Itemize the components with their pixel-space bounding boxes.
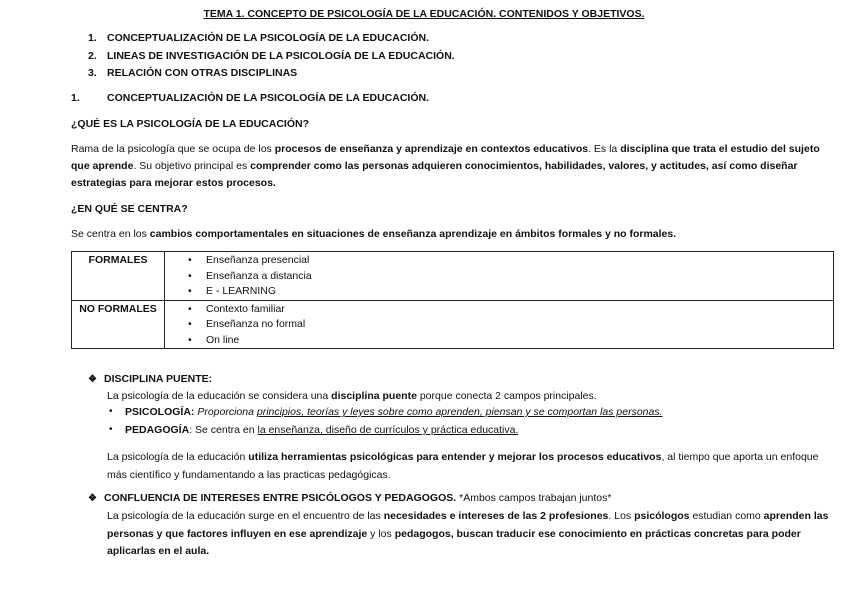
diamond-bullet-icon: ❖ [88,493,97,504]
table-row [72,252,834,301]
contexts-table [71,251,834,349]
diamond-bullet-icon: ❖ [88,374,97,385]
toc-item: 2. LINEAS DE INVESTIGACIÓN DE LA PSICOLOGÍA DE LA EDUCACIÓN. [88,49,455,62]
puente-heading: ❖ DISCIPLINA PUENTE: [88,373,213,385]
psicologia-item: PSICOLOGÍA: Proporciona principios, teorías y leyes sobre como aprenden, piensan y se comportan las personas. [125,406,663,418]
row-label: FORMALES [72,252,165,301]
question-heading: ¿QUÉ ES LA PSICOLOGÍA DE LA EDUCACIÓN? [71,118,310,130]
puente-intro: La psicología de la educación se considera una disciplina puente porque conecta 2 campos principales. [107,390,597,402]
table-of-contents [88,32,455,85]
list-item: • Enseñanza presencial [165,253,833,269]
bullet-dot-icon: • [109,406,113,417]
question-heading: ¿EN QUÉ SE CENTRA? [71,203,188,215]
row-label: NO FORMALES [72,300,165,349]
row-items [165,300,834,349]
toc-item: 1. CONCEPTUALIZACIÓN DE LA PSICOLOGÍA DE LA EDUCACIÓN. [88,32,430,44]
focus-paragraph: Se centra en los cambios comportamentales en situaciones de enseñanza aprendizaje en ámbitos formales y no formales. [71,228,677,240]
toc-item: 3. RELACIÓN CON OTRAS DISCIPLINAS [88,67,298,79]
list-item: • Contexto familiar [165,302,833,318]
row-items [165,252,834,301]
document-title: TEMA 1. CONCEPTO DE PSICOLOGÍA DE LA EDUCACIÓN. CONTENIDOS Y OBJETIVOS. [203,8,645,20]
puente-paragraph: La psicología de la educación utiliza herramientas psicológicas para entender y mejorar los procesos educativos, al tiempo que aporta un enfoque más científico y fundamentando a las practicas pedagógicas. [107,451,819,481]
pedagogia-item: PEDAGOGÍA: Se centra en la enseñanza, diseño de currículos y práctica educativa. [125,424,519,436]
section-heading: 1. CONCEPTUALIZACIÓN DE LA PSICOLOGÍA DE LA EDUCACIÓN. [71,92,430,104]
table-row [72,300,834,349]
definition-paragraph: Rama de la psicología que se ocupa de los procesos de enseñanza y aprendizaje en contextos educativos. Es la disciplina que trata el estudio del sujeto que aprende. Su objetivo principal es comprender como las personas adquieren conocimientos, habilidades, valores, y actitudes, así como diseñar estrategias para mejorar estos procesos. [71,143,820,189]
confluencia-paragraph: La psicología de la educación surge en el encuentro de las necesidades e intereses de las 2 profesiones. Los psicólogos estudian como aprenden las personas y que factores influyen en ese aprendizaje y los pedagogos, buscan traducir ese conocimiento en prácticas concretas para poder aplicarlas en el aula. [107,510,829,557]
bullet-dot-icon: • [109,424,113,435]
list-item: • Enseñanza a distancia [165,269,833,285]
confluencia-heading: ❖ CONFLUENCIA DE INTERESES ENTRE PSICÓLOGOS Y PEDAGOGOS. *Ambos campos trabajan juntos* [88,492,612,504]
list-item: • E - LEARNING [165,284,833,300]
list-item: • On line [165,333,833,349]
list-item: • Enseñanza no formal [165,317,833,333]
